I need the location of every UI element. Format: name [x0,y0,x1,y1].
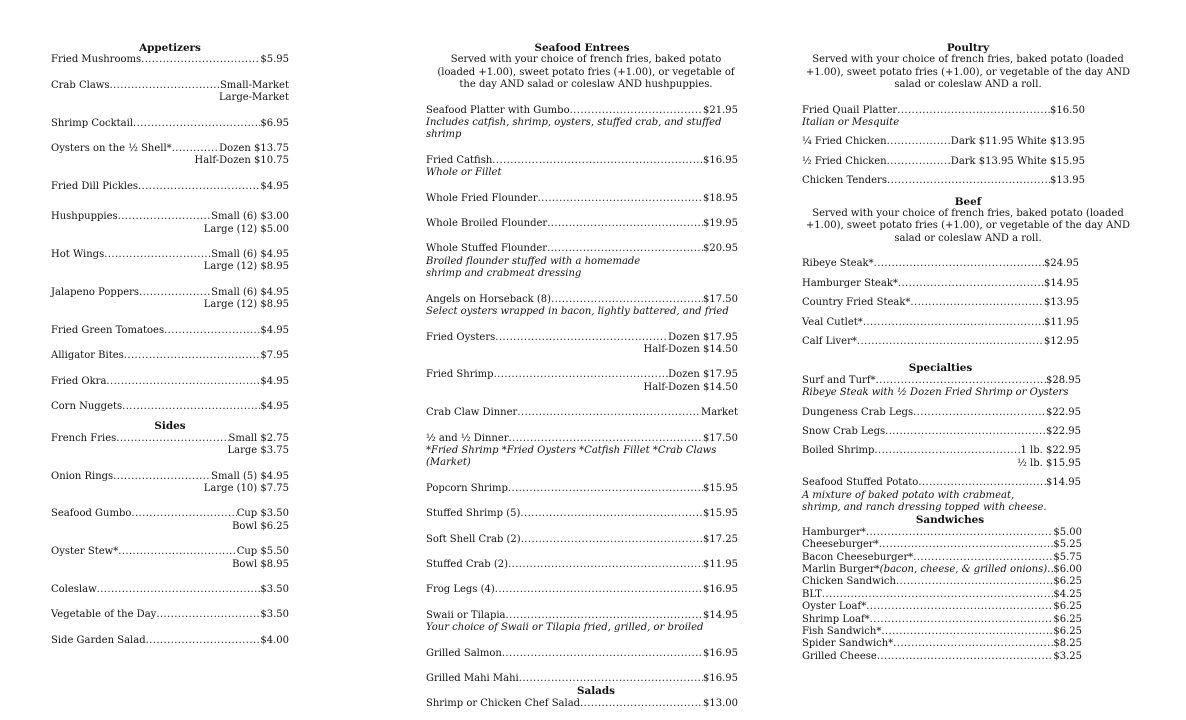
menu-item [802,136,1085,148]
item-name: Fried Shrimp [426,369,494,381]
item-name: Crab Claw Dinner [426,407,518,419]
item-description: Italian or Mesquite [802,117,900,129]
item-price: Small $2.75 [228,432,289,444]
menu-item [51,350,289,362]
item-price: $4.25 [1053,588,1082,600]
item-name-main: Marlin Burger* [802,564,880,575]
item-name: Fried Catfish [426,154,493,166]
menu-item [802,445,1081,470]
item-price: $16.95 [703,673,738,684]
menu-item [51,325,289,337]
menu-item [802,552,1082,564]
item-price: $3.25 [1053,650,1082,662]
item-price: $6.95 [260,117,289,129]
item-name: Surf and Turf* [802,374,876,386]
item-description: Whole or Fillet [426,167,502,179]
item-description: Ribeye Steak with ½ Dozen Fried Shrimp or Oysters [802,387,1069,399]
item-price: $21.95 [703,104,738,116]
menu-item [51,118,289,130]
item-price: $5.25 [1053,539,1082,551]
menu-item [426,155,738,180]
item-name: Swaii or Tilapia [426,609,506,621]
item-price: $6.25 [1053,613,1082,625]
item-name: Spider Sandwich* [802,638,894,650]
item-price: $7.95 [260,350,289,362]
menu-item [802,626,1082,638]
item-price-secondary: Bowl $6.25 [232,520,289,532]
item-name: Cheeseburger* [802,539,879,551]
item-price: $5.95 [260,54,289,66]
item-price: $16.50 [1050,104,1085,116]
menu-item [802,601,1082,613]
menu-item [426,243,738,280]
menu-item [51,181,289,193]
section-note-beef: Served with your choice of french fries, baked potato (loaded +1.00), sweet potato fries (+1.00), or vegetable of the day AND salad or coleslaw AND a roll. [805,208,1131,244]
item-price: $12.95 [1044,335,1079,347]
item-price-secondary: Bowl $8.95 [232,558,289,570]
menu-item [51,143,289,168]
item-price: $17.25 [703,533,738,545]
item-price: $20.95 [703,243,738,255]
item-price: $6.00 [1053,564,1082,575]
item-price-secondary: Large-Market [218,92,289,104]
menu-item [51,211,289,236]
item-name: Boiled Shrimp [802,445,875,457]
item-name: Whole Stuffed Flounder [426,243,548,255]
item-description: *Fried Shrimp *Fried Oysters *Catfish Fillet *Crab Claws (Market) [426,444,717,469]
item-name: Vegetable of the Day [51,609,157,621]
item-price: Dark $11.95 White $13.95 [950,136,1085,148]
item-price-secondary: Half-Dozen $10.75 [194,155,289,167]
item-price: $4.00 [260,634,289,646]
item-name: Seafood Stuffed Potato [802,477,919,489]
menu-item [51,376,289,388]
menu-item [426,648,738,660]
item-price-secondary: Half-Dozen $14.50 [643,343,738,355]
menu-item [51,287,289,312]
item-name [802,564,1047,576]
item-price: $14.95 [703,609,738,621]
section-note-seafood: Served with your choice of french fries, baked potato (loaded +1.00), sweet potato fries (+1.00), or vegetable of the day AND salad or coleslaw AND hushpuppies. [437,54,735,91]
menu-item [426,610,738,635]
menu-item [802,156,1085,168]
item-price-secondary: ½ lb. $15.95 [1017,457,1081,469]
item-price: 1 lb. $22.95 [1020,445,1081,457]
item-name: Fried Mushrooms [51,54,142,66]
item-name: Bacon Cheeseburger* [802,551,914,563]
item-name: ½ and ½ Dinner [426,432,509,444]
item-name: Oyster Stew* [51,546,119,558]
item-price: Dozen $13.75 [219,143,289,155]
item-price: $19.95 [703,218,738,230]
menu-item [426,294,738,319]
section-title-sides: Sides [154,420,186,433]
menu-item [426,483,738,495]
item-name: Oysters on the ½ Shell* [51,143,172,155]
menu-item [802,614,1082,626]
item-price: $28.95 [1046,374,1081,386]
item-name: Fish Sandwich* [802,626,882,638]
item-description: Includes catfish, shrimp, oysters, stuffed crab, and stuffed shrimp [426,117,722,141]
item-name: Onion Rings [51,470,114,482]
menu-column-middle [426,42,738,710]
item-price: $22.95 [1046,425,1081,437]
section-title-specialties: Specialties [908,362,973,375]
item-name: Fried Dill Pickles [51,180,139,192]
item-name: Fried Oysters [426,331,496,343]
item-name: Calf Liver* [802,335,857,347]
section-title-beef: Beef [954,195,982,208]
item-price: $6.25 [1053,601,1082,613]
item-name: Seafood Platter with Gumbo [426,104,570,116]
item-price: Small (6) $4.95 [211,249,289,261]
menu-item [426,369,738,394]
menu-item [51,80,289,105]
item-price: $22.95 [1046,406,1081,418]
menu-item [802,589,1082,601]
section-title-sandwiches: Sandwiches [915,514,985,527]
item-description: Select oysters wrapped in bacon, lightly battered, and fried [426,306,729,318]
menu-item [426,433,738,470]
item-price: Small (6) $3.00 [211,211,289,223]
menu-item [426,673,738,685]
item-price: $3.50 [260,583,289,595]
menu-item [426,105,738,142]
menu-item [426,508,738,520]
menu-item [51,401,289,413]
item-price: $13.95 [1050,175,1085,187]
item-price-secondary: Half-Dozen $14.50 [643,381,738,393]
item-name: Crab Claws [51,79,110,91]
item-description: Your choice of Swaii or Tilapia fried, grilled, or broiled [426,622,704,634]
section-title-appetizers: Appetizers [139,42,201,54]
menu-item [802,258,1079,270]
item-name: Country Fried Steak* [802,297,911,309]
item-price-secondary: Large $3.75 [227,445,289,457]
menu-item [802,576,1082,588]
menu-item [802,564,1082,576]
item-name: Popcorn Shrimp [426,482,508,494]
item-name: Seafood Gumbo [51,508,132,520]
item-name: Jalapeno Poppers [51,286,140,298]
item-price: $17.50 [703,432,738,444]
item-name: Stuffed Crab (2) [426,558,509,570]
item-name: Grilled Mahi Mahi [426,673,519,684]
menu-item [802,336,1079,348]
menu-item [426,698,738,710]
item-name: Chicken Sandwich [802,576,896,588]
item-price: Dozen $17.95 [668,331,738,343]
item-price: $11.95 [703,558,738,570]
menu-item [51,54,289,66]
item-price: $6.25 [1053,576,1082,588]
menu-item [51,635,289,647]
item-price: Small (5) $4.95 [211,470,289,482]
item-price: $4.95 [260,375,289,387]
item-description: A mixture of baked potato with crabmeat, shrimp, and ranch dressing topped with cheese. [802,489,1047,513]
menu-item [426,559,738,571]
item-name: Coleslaw [51,583,97,595]
item-price: $13.95 [1044,297,1079,309]
menu-item [51,546,289,571]
menu-item [802,426,1081,438]
menu-item [802,539,1082,551]
menu-item [802,105,1085,130]
item-price-secondary: Large (10) $7.75 [203,482,289,494]
menu-column-right [802,42,1134,663]
menu-item [426,584,738,596]
item-name: French Fries [51,432,117,444]
item-price: $8.25 [1053,638,1082,650]
item-price: $6.25 [1053,626,1082,638]
menu-item [51,508,289,533]
item-name: Chicken Tenders [802,175,887,187]
item-price-secondary: Large (12) $5.00 [203,223,289,235]
item-price: $15.95 [703,482,738,494]
item-price: $13.00 [703,697,738,709]
item-name: Oyster Loaf* [802,601,867,613]
item-name: Fried Okra [51,375,107,387]
item-name: Soft Shell Crab (2) [426,533,521,545]
menu-item [51,609,289,621]
section-note-poultry: Served with your choice of french fries, baked potato (loaded +1.00), sweet potato fries (+1.00), or vegetable of the day AND salad or coleslaw AND a roll. [805,54,1131,91]
item-name: Whole Broiled Flounder [426,218,548,230]
item-name: BLT [802,588,822,600]
item-name: Shrimp or Chicken Chef Salad [426,697,581,709]
menu-item [51,471,289,496]
item-name-extra: (bacon, cheese, & grilled onions) [879,564,1048,575]
menu-item [802,278,1079,290]
item-price: Market [701,407,738,419]
menu-item [426,218,738,230]
menu-item [51,584,289,596]
item-name: Grilled Salmon [426,647,502,659]
item-name: Whole Fried Flounder [426,192,538,204]
item-price: $15.95 [703,508,738,520]
item-price-secondary: Large (12) $8.95 [203,261,289,273]
item-price: $4.95 [260,324,289,336]
item-price: $4.95 [260,180,289,192]
item-price: $3.50 [260,609,289,621]
menu-item [802,407,1081,419]
item-name: Hamburger* [802,526,866,538]
item-name: Shrimp Loaf* [802,613,870,625]
item-price: $5.75 [1053,551,1082,563]
item-price: $17.50 [703,293,738,305]
item-name: Ribeye Steak* [802,258,874,270]
menu-item [802,651,1082,663]
item-price: $4.95 [260,400,289,412]
menu-item [802,638,1082,650]
item-price: Small (6) $4.95 [211,286,289,298]
item-name: Hamburger Steak* [802,277,898,289]
menu-item [426,534,738,546]
item-name: ½ Fried Chicken [802,155,887,167]
item-price: $5.00 [1053,526,1082,538]
menu-item [51,433,289,458]
item-name: Alligator Bites [51,350,124,362]
item-description: Broiled flounder stuffed with a homemade shrimp and crabmeat dressing [426,255,641,280]
menu-item [426,407,738,419]
menu-column-left [51,42,289,647]
item-price: Small-Market [219,79,289,91]
section-title-seafood-entrees: Seafood Entrees [534,42,630,54]
item-name: Fried Green Tomatoes [51,324,165,336]
menu-item [802,375,1081,400]
menu-item [802,477,1081,514]
item-name: Frog Legs (4) [426,584,495,596]
section-title-salads: Salads [576,685,616,698]
item-name: Dungeness Crab Legs [802,406,914,418]
item-name: Snow Crab Legs [802,425,886,437]
item-name: Fried Quail Platter [802,104,898,116]
item-name: ¼ Fried Chicken [802,136,887,148]
section-title-poultry: Poultry [946,42,990,54]
item-price: $11.95 [1044,316,1079,328]
menu-item [51,249,289,274]
menu-item [802,175,1085,187]
item-name: Side Garden Salad [51,634,146,646]
item-price: $14.95 [1044,277,1079,289]
item-price: Cup $5.50 [236,546,289,558]
menu-item [426,193,738,205]
item-price: Dark $13.95 White $15.95 [950,155,1085,167]
item-price: Dozen $17.95 [668,369,738,381]
item-name: Veal Cutlet* [802,316,863,328]
item-price: $18.95 [703,192,738,204]
menu-item [802,527,1082,539]
item-price: $14.95 [1046,477,1081,489]
menu-item [802,297,1079,309]
item-name: Grilled Cheese [802,650,877,662]
item-price: Cup $3.50 [236,508,289,520]
item-price: $16.95 [703,647,738,659]
item-price-secondary: Large (12) $8.95 [203,299,289,311]
item-name: Angels on Horseback (8) [426,293,552,305]
item-name: Corn Nuggets [51,400,123,412]
item-name: Shrimp Cocktail [51,117,134,129]
item-name: Hushpuppies [51,211,118,223]
item-name: Stuffed Shrimp (5) [426,508,521,520]
menu-item [802,317,1079,329]
item-price: $24.95 [1044,258,1079,270]
item-price: $16.95 [703,584,738,596]
menu-item [426,332,738,357]
item-price: $16.95 [703,154,738,166]
item-name: Hot Wings [51,249,105,261]
